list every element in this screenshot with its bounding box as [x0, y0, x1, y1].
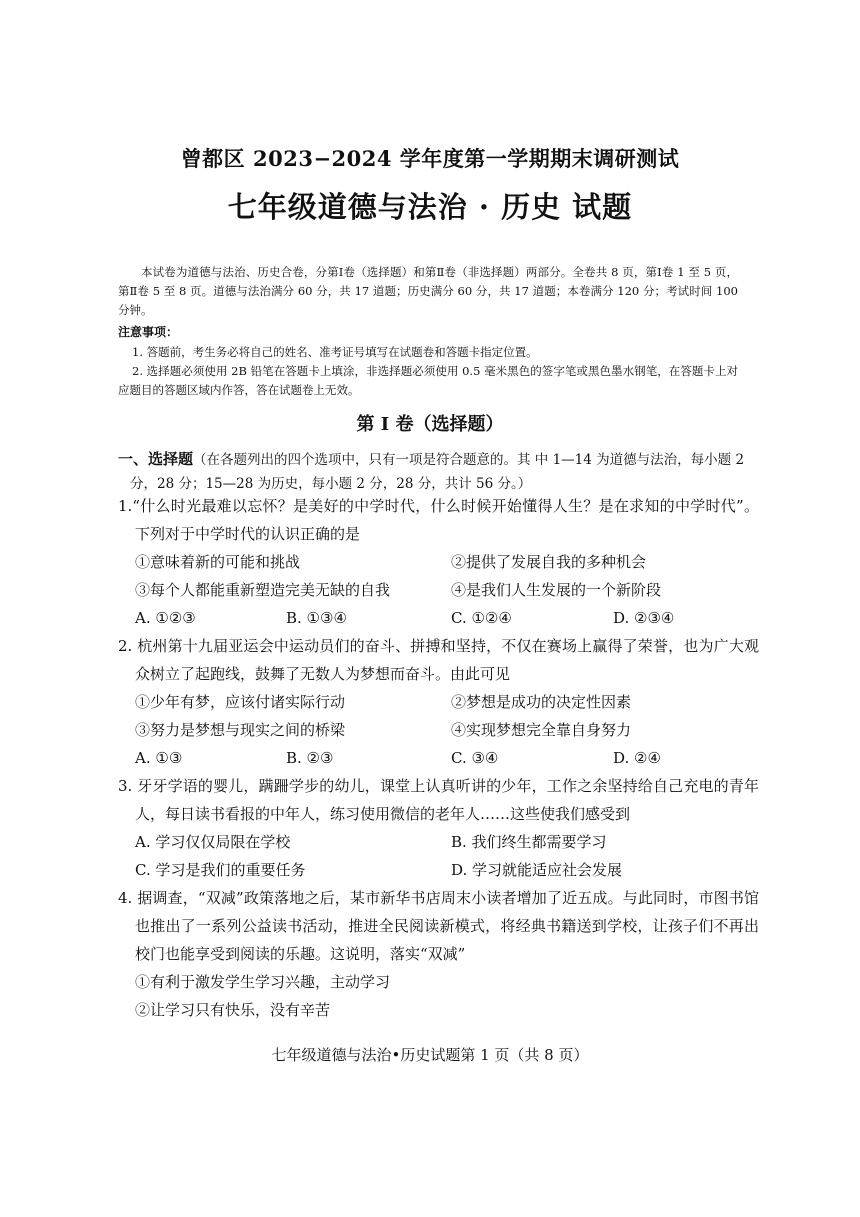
answer-choice: A. ①②③	[135, 609, 196, 627]
question-stem: 1.“什么时光最难以忘怀？是美好的中学时代，什么时候开始懂得人生？是在求知的中学时代”。下列对于中学时代的认识正确的是	[118, 497, 759, 543]
answer-choice: D. ②④	[613, 749, 661, 767]
section-title: 第 I 卷（选择题）	[356, 414, 504, 435]
question-statement: ①有利于激发学生学习兴趣，主动学习	[135, 973, 391, 991]
question-statement: ④实现梦想完全靠自身努力	[451, 721, 632, 739]
question-statement: ①意味着新的可能和挑战	[135, 553, 301, 571]
note-item: 1. 答题前，考生务必将自己的姓名、准考证号填写在试题卷和答题卡指定位置。	[132, 345, 538, 359]
part-one-label: 一、选择题	[118, 450, 194, 468]
question-statement: ①少年有梦，应该付诸实际行动	[135, 693, 346, 711]
question-statement: ②梦想是成功的决定性因素	[451, 693, 632, 711]
answer-choice: B. ②③	[286, 749, 334, 767]
answer-choice: C. 学习是我们的重要任务	[135, 861, 306, 879]
notes-heading: 注意事项：	[118, 325, 179, 339]
question-statement: ②提供了发展自我的多种机会	[451, 553, 647, 571]
part-one-instruction: （在各题列出的四个选项中，只有一项是符合题意的。其 中 1—14 为道德与法治，每小题 2 分，28 分；15—28 为历史，每小题 2 分，28 分，共计 56 分。）	[130, 452, 745, 492]
question-statement: ②让学习只有快乐，没有辛苦	[135, 1001, 331, 1019]
exam-intro: 本试卷为道德与法治、历史合卷，分第Ⅰ卷（选择题）和第Ⅱ卷（非选择题）两部分。全卷共 8 页，第Ⅰ卷 1 至 5 页，第Ⅱ卷 5 至 8 页。道德与法治满分 60 分，共 17 道题；历史满分 60 分，共 17 道题；本卷满分 120 分；考试时间 100 分钟。	[118, 265, 738, 317]
question-stem: 4. 据调查，“双减”政策落地之后，某市新华书店周末小读者增加了近五成。与此同时，市图书馆也推出了一系列公益读书活动，推进全民阅读新模式，将经典书籍送到学校，让孩子们不再出校门也能享受到阅读的乐趣。这说明，落实“双减”	[118, 889, 759, 963]
answer-choice: A. 学习仅仅局限在学校	[135, 833, 291, 851]
note-item: 2. 选择题必须使用 2B 铅笔在答题卡上填涂，非选择题必须使用 0.5 毫米黑色的签字笔或黑色墨水钢笔，在答题卡上对应题目的答题区域内作答，答在试题卷上无效。	[118, 364, 738, 397]
answer-choice: D. ②③④	[613, 609, 675, 627]
question-statement: ③努力是梦想与现实之间的桥梁	[135, 721, 346, 739]
question-stem: 3. 牙牙学语的婴儿，蹒跚学步的幼儿，课堂上认真听讲的少年，工作之余坚持给自己充电的青年人，每日读书看报的中年人，练习使用微信的老年人……这些使我们感受到	[118, 777, 759, 823]
answer-choice: C. ①②④	[451, 609, 512, 627]
exam-title: 曾都区 2023−2024 学年度第一学期期末调研测试	[180, 146, 680, 171]
question-statement: ④是我们人生发展的一个新阶段	[451, 581, 662, 599]
page-footer: 七年级道德与法治•历史试题第 1 页（共 8 页）	[271, 1046, 589, 1064]
answer-choice: A. ①③	[135, 749, 183, 767]
question-statement: ③每个人都能重新塑造完美无缺的自我	[135, 581, 391, 599]
answer-choice: B. ①③④	[286, 609, 347, 627]
part-one-heading	[118, 447, 754, 496]
answer-choice: C. ③④	[451, 749, 499, 767]
answer-choice: B. 我们终生都需要学习	[451, 833, 607, 851]
exam-subtitle: 七年级道德与法治 · 历史 试题	[227, 190, 633, 224]
answer-choice: D. 学习就能适应社会发展	[451, 861, 623, 879]
question-stem: 2. 杭州第十九届亚运会中运动员们的奋斗、拼搏和坚持，不仅在赛场上赢得了荣誉，也为广大观众树立了起跑线，鼓舞了无数人为梦想而奋斗。由此可见	[118, 637, 759, 683]
